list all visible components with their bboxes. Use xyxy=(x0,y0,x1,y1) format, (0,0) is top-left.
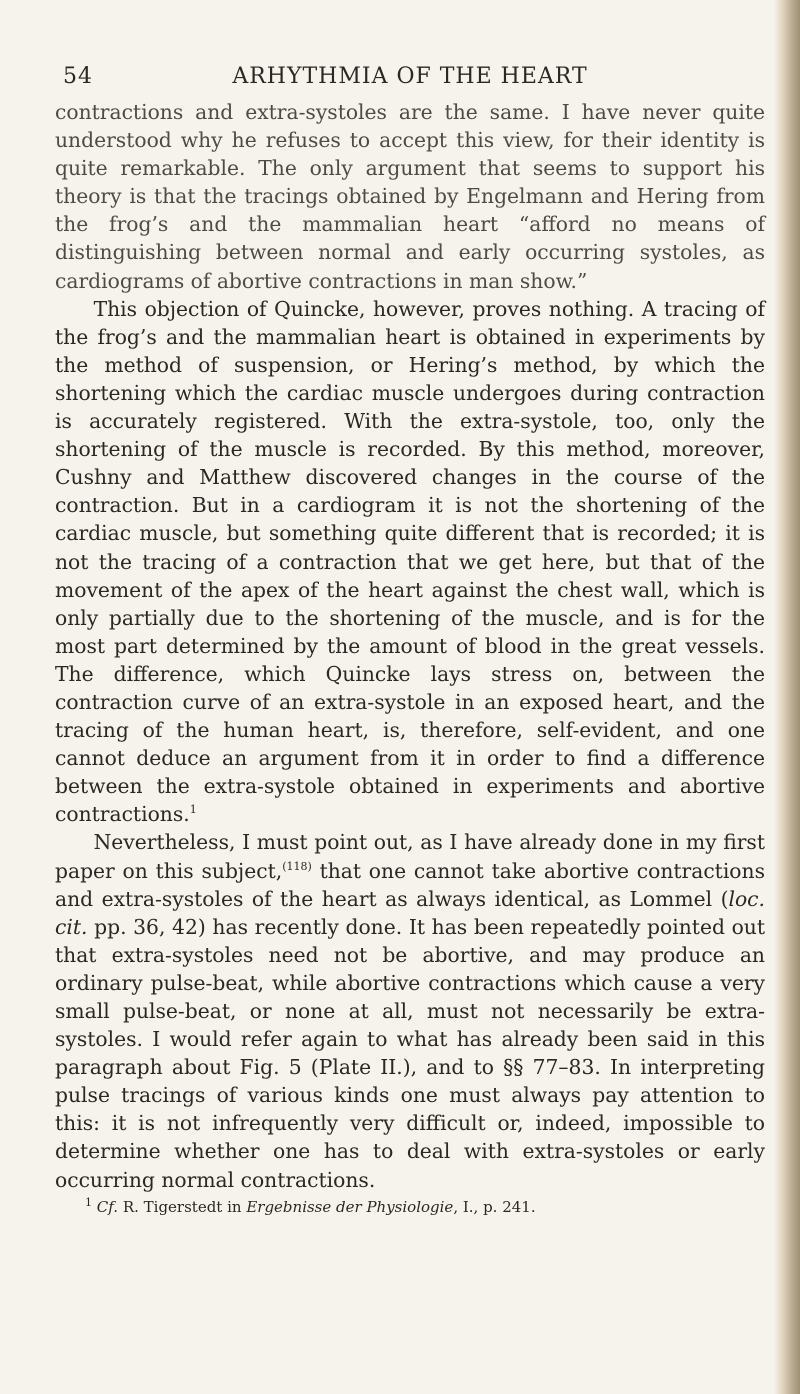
loc-cit-italic: loc. cit. xyxy=(55,886,765,939)
running-title: ARHYTHMIA OF THE HEART xyxy=(232,64,588,89)
footnote-author: R. Tigerstedt in xyxy=(118,1197,247,1216)
paragraph-3-text-c: pp. 36, 42) has recently done. It has been repeatedly pointed out that extra-systoles need not be abortive, and may produce an ordinary pulse-beat, while abortive contractions which cause a very small pulse-beat, or none at all, must not necessarily be extra-systoles. I would refer again to what has already been said in this paragraph about Fig. 5 (Plate II.), and to §§ 77–83. In interpreting pulse tracings of various kinds one must always pay attention to this: it is not infrequently very difficult or, indeed, impossible to determine whether one has to deal with extra-systoles or early occurring normal contractions. xyxy=(55,914,765,1192)
paragraph-quincke-objection xyxy=(55,295,765,829)
footnote xyxy=(55,1197,765,1217)
footnote-marker: 1 xyxy=(189,803,197,817)
paragraph-3-text-a: Nevertheless, I must point out, as I have already done in my first paper on this subject, xyxy=(55,830,765,883)
paragraph-2-text: This objection of Quincke, however, proves nothing. A tracing of the frog’s and the mammalian heart is obtained in experiments by the method of suspension, or Hering’s method, by which the shortening which the cardiac muscle undergoes during contraction is accurately registered. With the extra-systole, too, only the shortening of the muscle is recorded. By this method, moreover, Cushny and Matthew discovered changes in the course of the contraction. But in a cardiogram it is not the shortening of the cardiac muscle, but something quite different that is recorded; it is not the tracing of a contraction that we get here, but that of the movement of the apex of the heart against the chest wall, which is only partially due to the shortening of the muscle, and is for the most part determined by the amount of blood in the great vessels. The difference, which Quincke lays stress on, between the contraction curve of an extra-systole in an exposed heart, and the tracing of the human heart, is, therefore, self-evident, and one cannot deduce an argument from it in order to find a difference between the extra-systole obtained in experiments and abortive contractions. xyxy=(55,296,765,827)
reference-marker: (118) xyxy=(282,859,312,873)
footnote-number: 1 xyxy=(85,1195,92,1209)
paragraph-continuation xyxy=(55,98,765,295)
running-header xyxy=(55,58,765,98)
page-number: 54 xyxy=(63,64,93,89)
footnote-citation: , I., p. 241. xyxy=(453,1197,536,1216)
paragraph-nevertheless xyxy=(55,828,765,1193)
page-binding-shadow xyxy=(774,0,800,1394)
footnote-work-title: Ergebnisse der Physiologie xyxy=(246,1197,454,1216)
paragraph-1-text: contractions and extra-systoles are the same. I have never quite understood why he refuses to accept this view, for their identity is quite remarkable. The only argument that seems to support his theory is that the tracings obtained by Engelmann and Hering from the frog’s and the mammalian heart “afford no means of distinguishing between normal and early occurring systoles, as cardiograms of abortive contractions in man show.” xyxy=(55,100,765,293)
body-text xyxy=(55,98,765,1194)
book-page xyxy=(55,58,765,1217)
footnote-cf: Cf. xyxy=(96,1197,119,1216)
paragraph-3-text-b: that one cannot take abortive contractions and extra-systoles of the heart as always identical, as Lommel ( xyxy=(55,858,765,911)
